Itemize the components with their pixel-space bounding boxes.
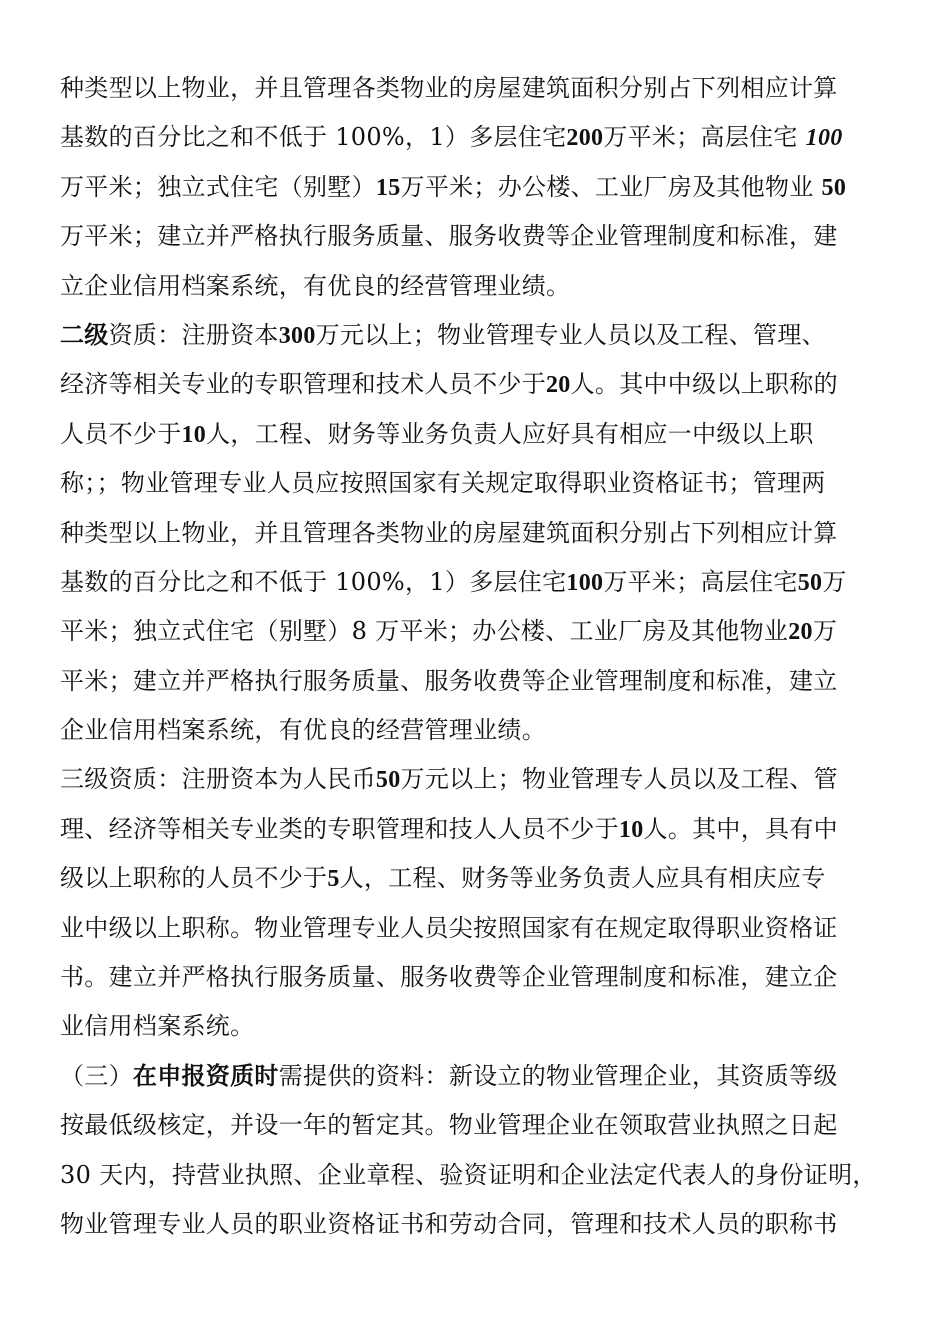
document-body	[60, 64, 896, 1249]
text-run: 万元以上；物业管理专业人员以及工程、管理、	[315, 320, 826, 349]
text-line	[60, 410, 896, 459]
text-run: 人。其中中级以上职称的	[570, 370, 838, 399]
text-line	[60, 1002, 896, 1051]
text-run: 业中级以上职称。物业管理专业人员尖按照国家有在规定取得职业资格证	[60, 913, 838, 942]
bold-text: 100	[566, 569, 604, 596]
text-run: 种类型以上物业，并且管理各类物业的房屋建筑面积分别占下列相应计算	[60, 74, 838, 102]
bold-text: 15	[375, 174, 401, 201]
text-run: 万元以上；物业管理专人员以及工程、管	[400, 765, 838, 794]
text-run: 物业管理专业人员的职业资格证书和劳动合同，管理和技术人员的职称书	[60, 1209, 838, 1238]
bold-text: 20	[546, 372, 571, 399]
text-run: 按最低级核定，并设一年的暂定其。物业管理企业在领取营业执照之日起	[60, 1111, 838, 1140]
text-line	[60, 113, 896, 162]
text-run: 万平米；高层住宅	[603, 123, 806, 152]
text-run: 平米；建立并严格执行服务质量、服务收费等企业管理制度和标准，建立	[60, 666, 838, 695]
bold-text: 20	[788, 619, 813, 646]
text-run: （三）	[60, 1061, 133, 1090]
text-run: 经济等相关专业的专职管理和技术人员不少于	[60, 370, 546, 399]
text-line	[60, 262, 896, 311]
text-run: 人员不少于	[60, 419, 182, 448]
text-line	[60, 904, 896, 953]
text-run: 人。其中，具有中	[643, 814, 838, 843]
text-run: 业信用档案系统。	[60, 1012, 255, 1041]
text-run: 万平米；独立式住宅（别墅）	[60, 172, 376, 201]
text-line	[60, 805, 896, 854]
bold-text: 10	[618, 816, 644, 843]
bold-text: 50	[821, 174, 847, 201]
bold-text: 200	[566, 125, 604, 152]
text-run: 称；；物业管理专业人员应按照国家有关规定取得职业资格证书；管理两	[60, 469, 826, 498]
bold-text: 50	[375, 767, 401, 794]
text-line	[60, 1101, 896, 1150]
bold-text: 二级	[60, 322, 109, 349]
text-run: 三级资质：注册资本为人民币	[60, 765, 376, 794]
text-line	[60, 1200, 896, 1249]
bold-text: 300	[278, 322, 316, 349]
text-run: 种类型以上物业，并且管理各类物业的房屋建筑面积分别占下列相应计算	[60, 518, 838, 547]
text-line	[60, 64, 896, 113]
text-line	[60, 558, 896, 607]
text-line	[60, 459, 896, 508]
text-line	[60, 163, 896, 212]
text-run: 立企业信用档案系统，有优良的经营管理业绩。	[60, 271, 571, 300]
text-run: 万平米；办公楼、工业厂房及其他物业	[400, 172, 822, 201]
text-run: 30 天内，持营业执照、企业章程、验资证明和企业法定代表人的身份证明，	[60, 1160, 877, 1189]
text-line	[60, 657, 896, 706]
text-run: 基数的百分比之和不低于 100%，1）多层住宅	[60, 123, 567, 152]
text-line	[60, 509, 896, 558]
text-run: 级以上职称的人员不少于	[60, 864, 328, 893]
text-run: 书。建立并严格执行服务质量、服务收费等企业管理制度和标准，建立企	[60, 963, 838, 992]
text-line	[60, 607, 896, 656]
text-run: 资质：注册资本	[108, 320, 279, 349]
bold-italic-text: 100	[805, 125, 843, 152]
text-line	[60, 1151, 896, 1200]
text-run: 万	[822, 567, 847, 596]
text-run: 人，工程、财务等业务负责人应好具有相应一中级以上职	[206, 419, 814, 448]
text-line	[60, 1052, 896, 1101]
text-line	[60, 706, 896, 755]
text-run: 万平米；高层住宅	[603, 567, 798, 596]
text-line	[60, 755, 896, 804]
bold-text: 5	[327, 866, 340, 893]
text-line	[60, 212, 896, 261]
text-line	[60, 360, 896, 409]
text-run: 人，工程、财务等业务负责人应具有相庆应专	[339, 864, 826, 893]
bold-text: 10	[181, 421, 207, 448]
text-run: 理、经济等相关专业类的专职管理和技人人员不少于	[60, 814, 619, 843]
text-run: 需提供的资料：新设立的物业管理企业，其资质等级	[278, 1061, 838, 1090]
bold-text: 50	[797, 569, 823, 596]
text-run: 基数的百分比之和不低于 100%，1）多层住宅	[60, 567, 567, 596]
text-run: 企业信用档案系统，有优良的经营管理业绩。	[60, 716, 546, 745]
text-line	[60, 311, 896, 360]
text-line	[60, 953, 896, 1002]
text-run: 万	[812, 617, 838, 646]
bold-text: 在申报资质时	[132, 1063, 279, 1090]
text-run: 平米；独立式住宅（别墅）8 万平米；办公楼、工业厂房及其他物业	[60, 617, 789, 646]
text-line	[60, 854, 896, 903]
text-run: 万平米；建立并严格执行服务质量、服务收费等企业管理制度和标准，建	[60, 222, 838, 251]
